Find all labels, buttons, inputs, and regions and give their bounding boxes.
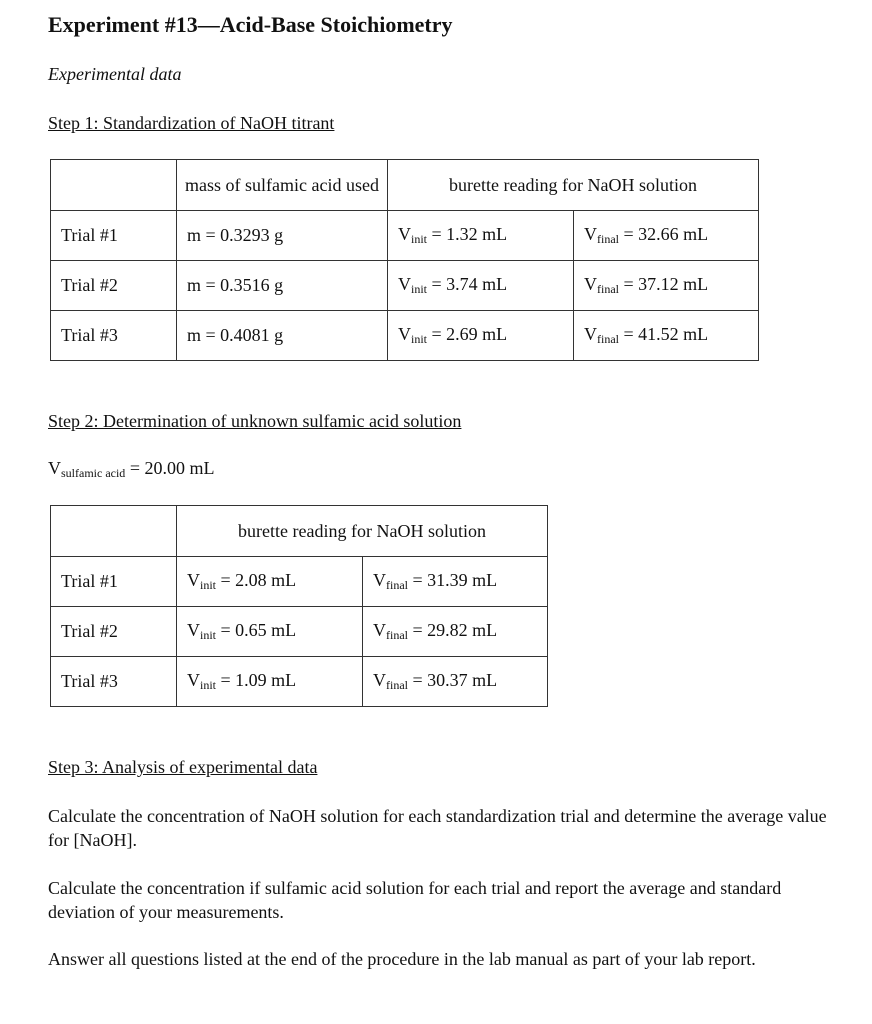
vinit-value: = 0.65 mL bbox=[220, 620, 297, 640]
vfinal-value: = 31.39 mL bbox=[412, 570, 498, 590]
vfinal-value: = 41.52 mL bbox=[623, 324, 709, 344]
vinit-cell: $V_{init} = 0.65$ mL bbox=[177, 607, 363, 657]
vfinal-value: = 37.12 mL bbox=[623, 274, 709, 294]
vfinal-value: = 30.37 mL bbox=[412, 670, 498, 690]
vfinal-cell: $V_{final} = 32.66$ mL bbox=[574, 211, 759, 261]
vinit-value: = 2.69 mL bbox=[431, 324, 508, 344]
vinit-value: = 2.08 mL bbox=[220, 570, 297, 590]
mass-value: m = 0.3293 g bbox=[177, 211, 388, 261]
step1-heading: Step 1: Standardization of NaOH titrant bbox=[48, 113, 335, 133]
vfinal-cell: $V_{final} = 37.12$ mL bbox=[574, 261, 759, 311]
vfinal-cell: $V_{final} = 30.37$ mL bbox=[363, 657, 548, 707]
vinit-value: = 3.74 mL bbox=[431, 274, 508, 294]
page-title: Experiment #13—Acid-Base Stoichiometry bbox=[48, 12, 453, 37]
vinit-cell: $V_{init} = 2.69$ mL bbox=[388, 311, 574, 361]
vfinal-cell: $V_{final} = 41.52$ mL bbox=[574, 311, 759, 361]
vfinal-value: = 32.66 mL bbox=[623, 224, 709, 244]
trial-label: Trial #2 bbox=[51, 607, 177, 657]
vfinal-value: = 29.82 mL bbox=[412, 620, 498, 640]
header-burette: burette reading for NaOH solution bbox=[177, 506, 548, 557]
trial-label: Trial #1 bbox=[51, 557, 177, 607]
header-mass: mass of sulfamic acid used bbox=[177, 160, 388, 211]
vinit-cell: $V_{init} = 1.09$ mL bbox=[177, 657, 363, 707]
mass-value: m = 0.4081 g bbox=[177, 311, 388, 361]
standardization-table bbox=[50, 159, 759, 361]
header-burette: burette reading for NaOH solution bbox=[388, 160, 759, 211]
sulfamic-volume-value: = 20.00 mL bbox=[129, 458, 215, 478]
mass-value: m = 0.3516 g bbox=[177, 261, 388, 311]
vinit-value: = 1.09 mL bbox=[220, 670, 297, 690]
subtitle: Experimental data bbox=[48, 64, 182, 84]
trial-label: Trial #3 bbox=[51, 311, 177, 361]
vfinal-cell: $V_{final} = 29.82$ mL bbox=[363, 607, 548, 657]
vinit-cell: $V_{init} = 2.08$ mL bbox=[177, 557, 363, 607]
trial-label: Trial #2 bbox=[51, 261, 177, 311]
vfinal-cell: $V_{final} = 31.39$ mL bbox=[363, 557, 548, 607]
vinit-cell: $V_{init} = 3.74$ mL bbox=[388, 261, 574, 311]
sulfamic-volume: $V_{sulfamic acid} = 20.00$ mL bbox=[48, 458, 215, 480]
step3-heading: Step 3: Analysis of experimental data bbox=[48, 757, 318, 777]
vinit-value: = 1.32 mL bbox=[431, 224, 508, 244]
header-empty-cell bbox=[51, 506, 177, 557]
step2-heading: Step 2: Determination of unknown sulfamic acid solution bbox=[48, 411, 462, 431]
trial-label: Trial #3 bbox=[51, 657, 177, 707]
instruction-paragraph: Answer all questions listed at the end of the procedure in the lab manual as part of your lab report. bbox=[48, 949, 756, 969]
header-empty-cell bbox=[51, 160, 177, 211]
instruction-paragraph: Calculate the concentration of NaOH solution for each standardization trial and determine the average value for [NaOH]. bbox=[48, 806, 827, 850]
instruction-paragraph: Calculate the concentration if sulfamic acid solution for each trial and report the average and standard deviation of your measurements. bbox=[48, 878, 782, 922]
determination-table bbox=[50, 505, 548, 707]
vinit-cell: $V_{init} = 1.32$ mL bbox=[388, 211, 574, 261]
trial-label: Trial #1 bbox=[51, 211, 177, 261]
